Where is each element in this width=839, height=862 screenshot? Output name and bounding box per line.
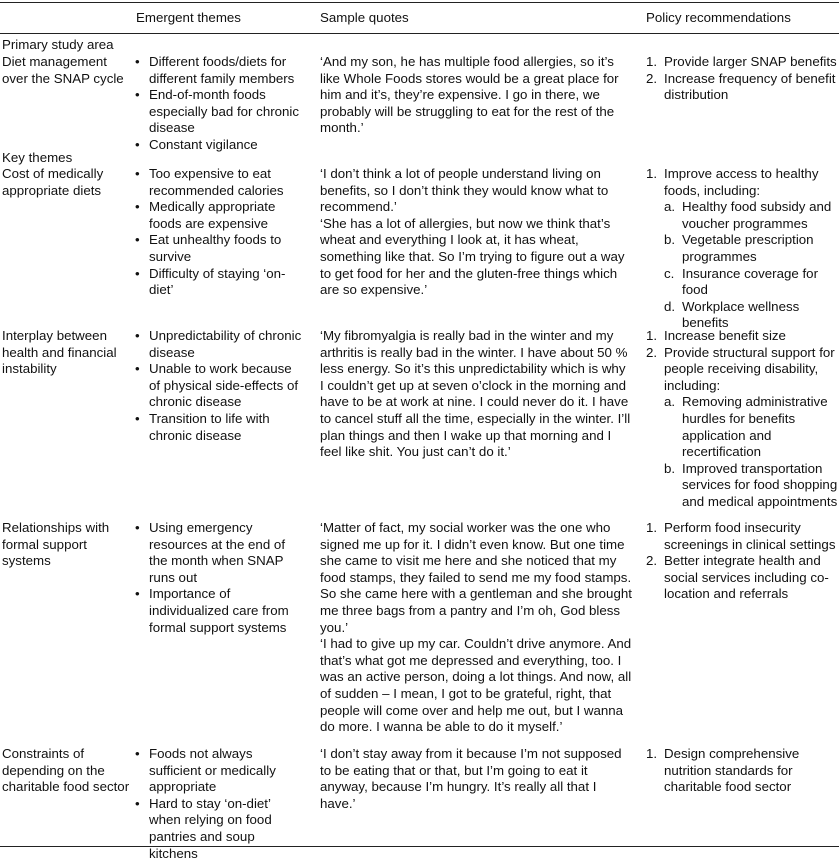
row-label: Diet management over the SNAP cycle xyxy=(2,54,124,86)
themes-list xyxy=(134,166,304,299)
theme-item: • Foods not always sufficient or medically appropriate xyxy=(134,746,304,796)
sub-recommendation-item xyxy=(664,199,838,232)
sub-recommendation-item xyxy=(664,394,838,460)
sub-letter: c. xyxy=(664,265,675,281)
recommendations-list xyxy=(646,328,838,511)
sample-quote: ‘Matter of fact, my social worker was the one who signed me up for it. I didn’t even know. But one time she came to visit me here and she noticed that my food stamps, they failed to send me my food stamps. So she came here with a gentleman and she brought me three bags from a pantry and I’m oh, God bless you.’ xyxy=(320,520,632,635)
sample-quote: ‘She has a lot of allergies, but now we think that’s wheat and everything I look at, it has wheat, something like that. So I’m trying to figure out a way to get food for her and the gluten-free things which are so expensive.’ xyxy=(320,215,625,298)
theme-item: • Importance of individualized care from formal support systems xyxy=(134,586,304,636)
recommendation-item xyxy=(646,71,838,104)
quotes-cell xyxy=(320,520,632,736)
sub-text: Vegetable prescription programmes xyxy=(682,232,814,264)
rec-number: 2. xyxy=(646,553,658,569)
quotes-cell xyxy=(320,54,632,137)
sub-recommendation-item xyxy=(664,266,838,299)
sub-letter: a. xyxy=(664,199,676,215)
theme-item: • End-of-month foods especially bad for chronic disease xyxy=(134,87,304,137)
rec-text: Better integrate health and social services including co-location and referrals xyxy=(664,553,829,602)
rec-number: 1. xyxy=(646,166,658,181)
sub-letter: b. xyxy=(664,232,676,248)
recommendation-item xyxy=(646,166,838,332)
sub-letter: d. xyxy=(664,298,676,314)
rec-number: 2. xyxy=(646,344,658,360)
header-emergent-themes: Emergent themes xyxy=(136,10,241,25)
sub-text: Improved transportation services for food shopping and medical appointments xyxy=(682,460,838,509)
section-label-key: Key themes xyxy=(2,150,73,165)
recommendation-item xyxy=(646,54,838,71)
sub-recommendation-item xyxy=(664,299,838,332)
row-label: Relationships with formal support systems xyxy=(2,520,110,569)
theme-item: • Unable to work because of physical side-effects of chronic disease xyxy=(134,361,304,411)
theme-item: • Different foods/diets for different family members xyxy=(134,54,304,87)
recommendations-list xyxy=(646,746,838,796)
themes-list xyxy=(134,746,304,862)
recommendation-item xyxy=(646,345,838,511)
themes-list xyxy=(134,520,304,636)
sample-quote: ‘I don’t stay away from it because I’m not supposed to be eating that or that, but I’m going to eat it anyway, because I’m hungry. It’s really all that I have.’ xyxy=(320,746,622,811)
theme-item: • Constant vigilance xyxy=(134,137,304,154)
row-label: Cost of medically appropriate diets xyxy=(2,166,104,198)
sample-quote: ‘My fibromyalgia is really bad in the winter and my arthritis is really bad in the winter. I have about 50 % less energy. So it’s this unpredictability which is why I couldn’t get up at seven o’clock in the morning and have to be at work at nine. I could never do it. I have to cancel stuff all the time, especially in the winter. I’ll plan things and then I wake up that morning and I feel like shit. You just can’t do it.’ xyxy=(320,328,631,460)
recommendation-item xyxy=(646,746,838,796)
sub-letter: a. xyxy=(664,394,676,410)
recommendations-list xyxy=(646,166,838,332)
table-bottom-rule xyxy=(0,846,839,847)
theme-item: • Hard to stay ‘on-diet’ when relying on food pantries and soup kitchens xyxy=(134,796,304,862)
header-policy-recommendations: Policy recommendations xyxy=(646,10,791,25)
theme-item: • Too expensive to eat recommended calories xyxy=(134,166,304,199)
theme-item: • Difficulty of staying ‘on-diet’ xyxy=(134,266,304,299)
theme-item: • Transition to life with chronic disease xyxy=(134,411,304,444)
recommendations-list xyxy=(646,520,838,603)
rec-text: Perform food insecurity screenings in clinical settings xyxy=(664,520,836,552)
recommendations-list xyxy=(646,54,838,104)
themes-list xyxy=(134,54,304,154)
rec-text: Design comprehensive nutrition standards for charitable food sector xyxy=(664,746,800,795)
recommendation-item xyxy=(646,520,838,553)
table-top-rule xyxy=(0,2,839,3)
sub-text: Healthy food subsidy and voucher programmes xyxy=(682,199,832,231)
recommendation-item xyxy=(646,328,838,345)
sub-text: Workplace wellness benefits xyxy=(682,298,800,331)
themes-list xyxy=(134,328,304,444)
rec-number: 1. xyxy=(646,54,658,69)
theme-item: • Eat unhealthy foods to survive xyxy=(134,232,304,265)
rec-text: Increase benefit size xyxy=(664,328,786,343)
sub-text: Removing administrative hurdles for benefits application and recertification xyxy=(682,394,828,460)
theme-item: • Unpredictability of chronic disease xyxy=(134,328,304,361)
sample-quote: ‘And my son, he has multiple food allergies, so it’s like Whole Foods stores would be a great place for him and it’s, they’re expensive. I go in there, we probably will be struggling to eat for the rest of the month.’ xyxy=(320,54,619,136)
sub-recommendations xyxy=(664,394,838,510)
section-label-primary: Primary study area xyxy=(2,37,114,52)
sub-letter: b. xyxy=(664,460,676,476)
theme-item: • Using emergency resources at the end of the month when SNAP runs out xyxy=(134,520,304,586)
rec-text: Provide structural support for people receiving disability, including: xyxy=(664,344,835,393)
rec-text: Provide larger SNAP benefits xyxy=(664,54,837,69)
header-rule xyxy=(0,33,839,34)
rec-number: 1. xyxy=(646,746,658,761)
rec-number: 1. xyxy=(646,328,658,343)
sub-recommendation-item xyxy=(664,461,838,511)
sub-text: Insurance coverage for food xyxy=(682,265,819,298)
sample-quote: ‘I don’t think a lot of people understand living on benefits, so I don’t think they would know what to recommend.’ xyxy=(320,166,609,215)
rec-number: 1. xyxy=(646,520,658,535)
row-label: Interplay between health and financial instability xyxy=(2,328,117,377)
rec-text: Improve access to healthy foods, including: xyxy=(664,166,819,198)
sample-quote: ‘I had to give up my car. Couldn’t drive anymore. And that’s what got me depressed and everything, too. I was an active person, doing a lot things. And now, all of sudden – I mean, I got to be grateful, right, that people will come over and help me out, but I wanna do more. I wanna be able to do it myself.’ xyxy=(320,636,632,735)
rec-text: Increase frequency of benefit distribution xyxy=(664,70,836,103)
row-label: Constraints of depending on the charitable food sector xyxy=(2,746,130,795)
header-sample-quotes: Sample quotes xyxy=(320,10,409,25)
theme-item: • Medically appropriate foods are expensive xyxy=(134,199,304,232)
quotes-cell xyxy=(320,328,632,461)
sub-recommendations xyxy=(664,199,838,332)
recommendation-item xyxy=(646,553,838,603)
quotes-cell xyxy=(320,166,632,299)
sub-recommendation-item xyxy=(664,232,838,265)
rec-number: 2. xyxy=(646,70,658,86)
quotes-cell xyxy=(320,746,632,812)
